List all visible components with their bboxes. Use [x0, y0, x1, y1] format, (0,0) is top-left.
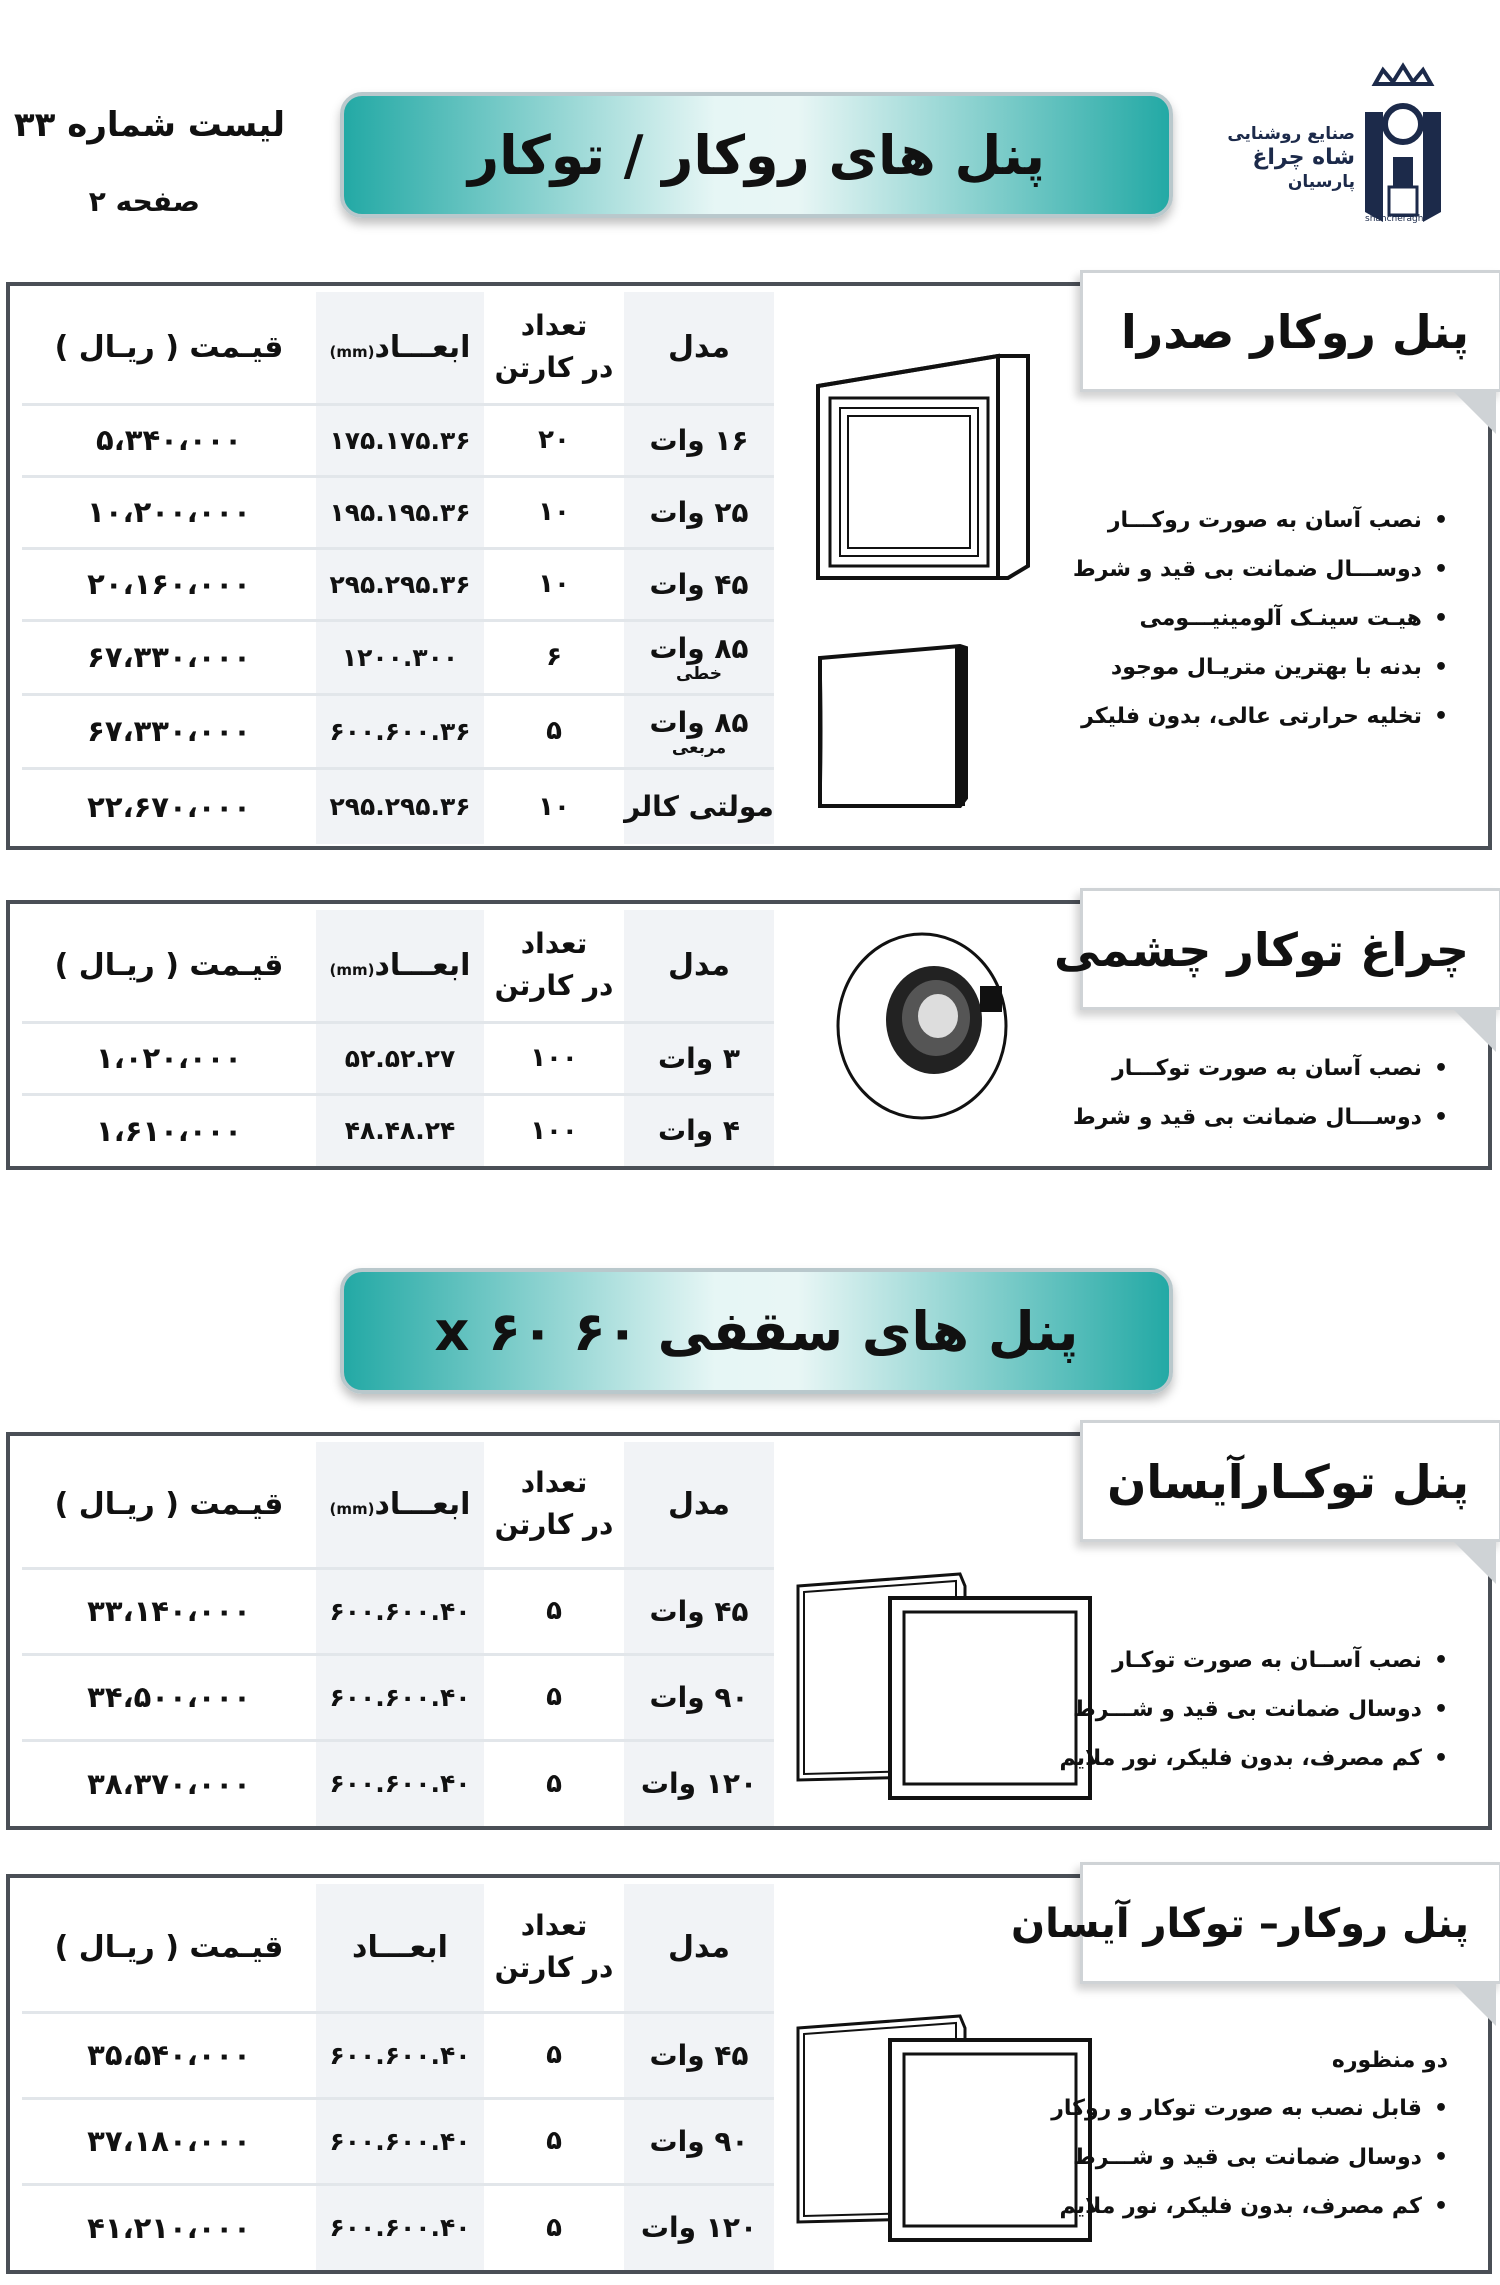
- cell-count: ۵: [484, 1568, 624, 1654]
- header-model: مدل: [624, 910, 774, 1022]
- cell-price: ۱۰،۲۰۰،۰۰۰: [22, 476, 316, 548]
- feature-item: • تخلیه حرارتی عالی، بدون فلیکر: [1073, 692, 1448, 741]
- feature-item: • هیـت سینـک آلومینیـــومی: [1073, 594, 1448, 643]
- cell-model: ۱۲۰ وات: [624, 2184, 774, 2270]
- feature-item: • نصب آسان به صورت توکـــار: [1073, 1044, 1448, 1093]
- cell-price: ۱،۰۲۰،۰۰۰: [22, 1022, 316, 1094]
- list-number: لیست شماره ۳۳: [13, 105, 285, 145]
- feature-item: • دوســـال ضمانت بی قید و شرط: [1073, 545, 1448, 594]
- cell-count: ۱۰: [484, 476, 624, 548]
- cell-model: ۱۲۰ وات: [624, 1740, 774, 1826]
- price-table-cheshmi: [22, 910, 774, 1166]
- header-count: تعداد در کارتن: [484, 1442, 624, 1568]
- tag-fold: [1454, 1542, 1496, 1584]
- cell-model: ۸۵ وات مربعی: [624, 694, 774, 768]
- cell-count: ۱۰۰: [484, 1022, 624, 1094]
- table-row: [22, 476, 774, 548]
- aysan-panel-image: [790, 1566, 1100, 1806]
- cell-dims: ۱۹۵.۱۹۵.۳۶: [316, 476, 484, 548]
- header-price: قیـمت ( ریـال ): [22, 1884, 316, 2012]
- table-row: [22, 694, 774, 768]
- banner-title: پنل های روکار / توکار: [468, 123, 1045, 187]
- cell-price: ۲۲،۶۷۰،۰۰۰: [22, 768, 316, 844]
- section-aysan-recessed: [6, 1432, 1492, 1830]
- banner-ceiling-panels: [340, 1268, 1173, 1394]
- feature-item: • دوســـال ضمانت بی قید و شرط: [1073, 1093, 1448, 1142]
- cell-dims: ۲۹۵.۲۹۵.۳۶: [316, 768, 484, 844]
- header-count: تعداد در کارتن: [484, 292, 624, 404]
- header-dims: ابعـــاد: [316, 1884, 484, 2012]
- cell-dims: ۶۰۰.۶۰۰.۴۰: [316, 1740, 484, 1826]
- aysan-dual-title: پنل روکار– توکار آیسان: [1010, 1901, 1469, 1947]
- section-cheshmi: [6, 900, 1492, 1170]
- section-aysan-dual: [6, 1874, 1492, 2274]
- cell-dims: ۶۰۰.۶۰۰.۴۰: [316, 1568, 484, 1654]
- company-logo: [1227, 62, 1450, 232]
- header-dims: ابعـــاد(mm): [316, 910, 484, 1022]
- table-row: [22, 2012, 774, 2098]
- feature-item: • کم مصرف، بدون فلیکر، نور ملایم: [1051, 2182, 1448, 2231]
- cell-count: ۵: [484, 694, 624, 768]
- price-table-aysan: [22, 1442, 774, 1826]
- cell-model: ۳ وات: [624, 1022, 774, 1094]
- tag-fold: [1454, 392, 1496, 434]
- cell-model-sub: مربعی: [671, 737, 727, 758]
- aysan-dual-title-tag: [1010, 1862, 1500, 1984]
- cell-count: ۱۰: [484, 768, 624, 844]
- cell-price: ۶۷،۳۳۰،۰۰۰: [22, 694, 316, 768]
- cell-model: ۹۰ وات: [624, 1654, 774, 1740]
- cell-model: ۲۵ وات: [624, 476, 774, 548]
- cell-count: ۶: [484, 620, 624, 694]
- cell-model: ۸۵ وات خطی: [624, 620, 774, 694]
- header-price: قیـمت ( ریـال ): [22, 910, 316, 1022]
- cell-price: ۴۱،۲۱۰،۰۰۰: [22, 2184, 316, 2270]
- cheshmi-title: چراغ توکار چشمی: [1054, 923, 1469, 977]
- table-row: [22, 1568, 774, 1654]
- sadra-title: پنل روکار صدرا: [1121, 305, 1469, 359]
- aysan-dual-features: [1051, 2038, 1448, 2231]
- table-row: [22, 1654, 774, 1740]
- cell-price: ۳۵،۵۴۰،۰۰۰: [22, 2012, 316, 2098]
- table-header-row: [22, 292, 774, 404]
- aysan-title: پنل توکـارآیسان: [1107, 1455, 1469, 1509]
- aysan-title-tag: [1080, 1420, 1500, 1542]
- cell-count: ۱۰۰: [484, 1094, 624, 1166]
- table-header-row: [22, 1442, 774, 1568]
- header-model: مدل: [624, 292, 774, 404]
- cell-price: ۵،۳۴۰،۰۰۰: [22, 404, 316, 476]
- header-price: قیـمت ( ریـال ): [22, 1442, 316, 1568]
- cheshmi-title-tag: [1054, 888, 1500, 1010]
- cell-model-sub: خطی: [675, 663, 722, 684]
- cell-dims: ۵۲.۵۲.۲۷: [316, 1022, 484, 1094]
- cell-dims: ۱۲۰۰.۳۰۰: [316, 620, 484, 694]
- feature-item: • نصب آســان به صورت توکـار: [1060, 1636, 1448, 1685]
- feature-item: • بدنه با بهترین متریـال موجود: [1073, 643, 1448, 692]
- table-row: [22, 620, 774, 694]
- cell-model: ۹۰ وات: [624, 2098, 774, 2184]
- cell-model: ۱۶ وات: [624, 404, 774, 476]
- cell-dims: ۴۸.۴۸.۲۴: [316, 1094, 484, 1166]
- aysan-features: [1060, 1636, 1448, 1783]
- sadra-title-tag: [1080, 270, 1500, 392]
- cell-price: ۳۳،۱۴۰،۰۰۰: [22, 1568, 316, 1654]
- cell-count: ۵: [484, 2098, 624, 2184]
- header-model: مدل: [624, 1884, 774, 2012]
- header-price: قیـمت ( ریـال ): [22, 292, 316, 404]
- feature-intro: دو منظوره: [1331, 2048, 1448, 2073]
- cell-dims: ۶۰۰.۶۰۰.۴۰: [316, 2012, 484, 2098]
- cell-dims: ۶۰۰.۶۰۰.۴۰: [316, 1654, 484, 1740]
- header-model: مدل: [624, 1442, 774, 1568]
- cell-count: ۵: [484, 2184, 624, 2270]
- price-table-sadra: [22, 292, 774, 844]
- cell-dims: ۶۰۰.۶۰۰.۴۰: [316, 2184, 484, 2270]
- banner-title-2: پنل های سقفی ۶۰ x ۶۰: [434, 1299, 1079, 1363]
- cell-dims: ۶۰۰.۶۰۰.۴۰: [316, 2098, 484, 2184]
- logo-line-3: پارسیان: [1287, 172, 1355, 192]
- feature-item: • کم مصرف، بدون فلیکر، نور ملایم: [1060, 1734, 1448, 1783]
- cell-count: ۲۰: [484, 404, 624, 476]
- cell-count: ۵: [484, 1654, 624, 1740]
- tag-fold: [1454, 1010, 1496, 1052]
- cell-price: ۳۸،۳۷۰،۰۰۰: [22, 1740, 316, 1826]
- header-dims: ابعـــاد(mm): [316, 1442, 484, 1568]
- banner-surface-recessed: [340, 92, 1173, 218]
- cell-price: ۳۷،۱۸۰،۰۰۰: [22, 2098, 316, 2184]
- table-row: [22, 768, 774, 844]
- price-table-aysan-dual: [22, 1884, 774, 2270]
- feature-item: • دوسال ضمانت بی قید و شـــرط: [1051, 2133, 1448, 2182]
- cell-price: ۳۴،۵۰۰،۰۰۰: [22, 1654, 316, 1740]
- cell-model: ۴۵ وات: [624, 2012, 774, 2098]
- feature-item: • دوسال ضمانت بی قید و شـــرط: [1060, 1685, 1448, 1734]
- cell-model: ۴ وات: [624, 1094, 774, 1166]
- cell-price: ۱،۶۱۰،۰۰۰: [22, 1094, 316, 1166]
- header-count: تعداد در کارتن: [484, 1884, 624, 2012]
- cell-count: ۵: [484, 2012, 624, 2098]
- header-count: تعداد در کارتن: [484, 910, 624, 1022]
- cell-model: ۴۵ وات: [624, 1568, 774, 1654]
- sadra-thin-panel-image: [810, 638, 980, 818]
- feature-item: • نصب آسان به صورت روکـــار: [1073, 496, 1448, 545]
- cell-price: ۲۰،۱۶۰،۰۰۰: [22, 548, 316, 620]
- cell-model: مولتی کالر: [624, 768, 774, 844]
- table-header-row: [22, 1884, 774, 2012]
- logo-line-1: صنایع روشنایی: [1227, 124, 1355, 144]
- header-dims: ابعـــاد(mm): [316, 292, 484, 404]
- table-row: [22, 404, 774, 476]
- page-number: صفحه ۲: [88, 185, 200, 218]
- sadra-square-panel-image: [808, 346, 1038, 596]
- table-row: [22, 548, 774, 620]
- sadra-features: [1073, 496, 1448, 741]
- cell-dims: ۶۰۰.۶۰۰.۳۶: [316, 694, 484, 768]
- cell-count: ۱۰: [484, 548, 624, 620]
- cheshmi-downlight-image: [830, 926, 1020, 1126]
- table-row: [22, 1022, 774, 1094]
- table-row: [22, 2184, 774, 2270]
- section-sadra: [6, 282, 1492, 850]
- tag-fold: [1454, 1984, 1496, 2026]
- table-row: [22, 1094, 774, 1166]
- logo-line-2: شاه چراغ: [1252, 145, 1355, 170]
- feature-item: • قابل نصب به صورت توکار و روکار: [1051, 2084, 1448, 2133]
- logo-small-text: shahcheragh: [1365, 214, 1424, 224]
- table-row: [22, 2098, 774, 2184]
- cell-count: ۵: [484, 1740, 624, 1826]
- table-header-row: [22, 910, 774, 1022]
- cell-dims: ۱۷۵.۱۷۵.۳۶: [316, 404, 484, 476]
- cell-price: ۶۷،۳۳۰،۰۰۰: [22, 620, 316, 694]
- cheshmi-features: [1073, 1044, 1448, 1142]
- cell-dims: ۲۹۵.۲۹۵.۳۶: [316, 548, 484, 620]
- cell-model: ۴۵ وات: [624, 548, 774, 620]
- table-row: [22, 1740, 774, 1826]
